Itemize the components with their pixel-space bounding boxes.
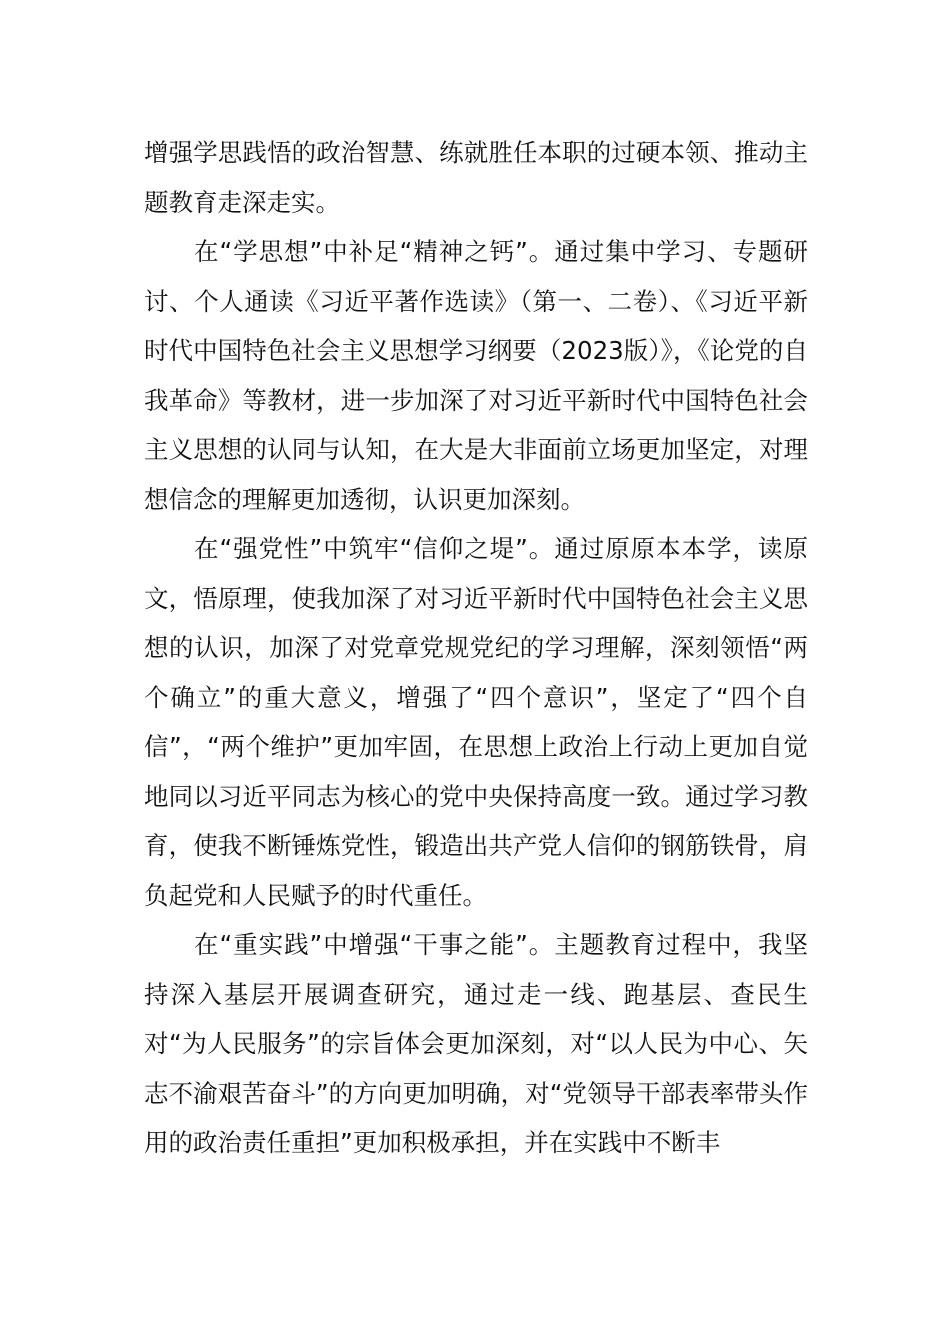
paragraph-practice: 在“重实践”中增强“干事之能”。主题教育过程中，我坚持深入基层开展调查研究，通过走一线、跑基层、查民生对“为人民服务”的宗旨体会更加深刻，对“以人民为中心、矢志不渝艰苦奋斗”的方向更加明确，对“党领导干部表率带头作用的政治责任重担”更加积极承担，并在实践中不断丰 xyxy=(144,930,808,1157)
document-body xyxy=(144,128,808,1168)
paragraph-continuation: 增强学思践悟的政治智慧、练就胜任本职的过硬本领、推动主题教育走深走实。 xyxy=(144,138,808,217)
paragraph-party-spirit: 在“强党性”中筑牢“信仰之堤”。通过原原本本学，读原文，悟原理，使我加深了对习近平新时代中国特色社会主义思想的认识，加深了对党章党规党纪的学习理解，深刻领悟“两个确立”的重大意义，增强了“四个意识”，坚定了“四个自信”，“两个维护”更加牢固，在思想上政治上行动上更加自觉地同以习近平同志为核心的党中央保持高度一致。通过学习教育，使我不断锤炼党性，锻造出共产党人信仰的钢筋铁骨，肩负起党和人民赋予的时代重任。 xyxy=(144,534,808,910)
paragraph-study-thought: 在“学思想”中补足“精神之钙”。通过集中学习、专题研讨、个人通读《习近平著作选读》（第一、二卷）、《习近平新时代中国特色社会主义思想学习纲要（2023版）》，《论党的自我革命》等教材，进一步加深了对习近平新时代中国特色社会主义思想的认同与认知，在大是大非面前立场更加坚定，对理想信念的理解更加透彻，认识更加深刻。 xyxy=(144,237,808,514)
